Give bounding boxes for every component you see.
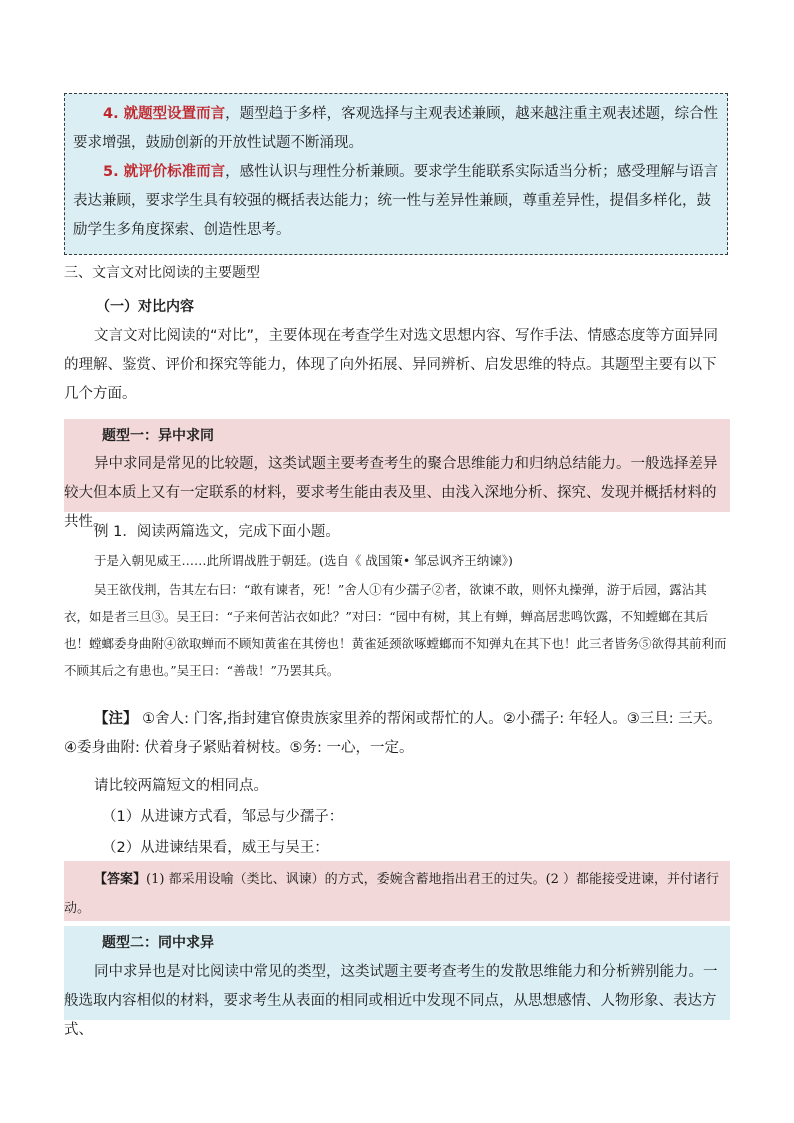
note-text: ①舍人: 门客,指封建官僚贵族家里养的帮闲或帮忙的人。②小孺子: 年轻人。③三旦: 三天。④委身曲附: 伏着身子紧贴着树枝。⑤务: 一心，一定。 [64,711,722,756]
section-heading: 三、文言文对比阅读的主要题型 [64,265,260,281]
section-sub-heading: （一）对比内容 [96,299,194,315]
question-1: （1）从进谏方式看，邹忌与少孺子： [102,809,344,825]
type2-text: 同中求异也是对比阅读中常见的类型，这类试题主要考查考生的发散思维能力和分析辨别能力。一般选取内容相似的材料，要求考生从表面的相同或相近中发现不同点，从思想感情、人物形象、表达方式、 [64,964,718,1038]
summary-box [64,93,728,255]
note-label: 【注】 [94,711,138,727]
question-2: （2）从进谏结果看，威王与吴王： [102,840,329,856]
summary-item-4-label: 4. 就题型设置而言 [103,106,226,122]
type1-text: 异中求同是常见的比较题，这类试题主要考查考生的聚合思维能力和归纳总结能力。一般选择差异较大但本质上又有一定联系的材料，要求考生能由表及里、由浅入深地分析、探究、发现并概括材料的共性。 [64,456,718,530]
section-intro: 文言文对比阅读的“对比”，主要体现在考查学生对选文思想内容、写作手法、情感态度等方面异同的理解、鉴赏、评价和探究等能力，体现了向外拓展、异同辨析、启发思维的特点。其题型主要有以下几个方面。 [64,328,719,402]
example-body: 吴王欲伐荆，告其左右曰：“敢有谏者，死！”舍人①有少孺子②者，欲谏不敢，则怀丸操弹，游于后园，露沾其衣，如是者三旦③。吴王曰：“子来何苦沾衣如此？”对曰：“园中有树，其上有蝉，蝉高居悲鸣饮露，不知螳螂在其后也！螳螂委身曲附④欲取蝉而不顾知黄雀在其傍也！黄雀延颈欲啄螳螂而不知弹丸在其下也！此三者皆务⑤欲得其前利而不顾其后之有患也。”吴王曰：“善哉！”乃罢其兵。 [64,582,727,678]
example-intro: 例 1．阅读两篇选文，完成下面小题。 [94,524,340,540]
summary-item-5-label: 5. 就评价标准而言 [103,164,226,180]
example-source: 于是入朝见威王……此所谓战胜于朝廷。(选自《 战国策• 邹忌讽齐王纳谏》) [94,553,513,568]
type2-title: 题型二：同中求异 [102,935,214,951]
type1-title: 题型一：异中求同 [102,428,214,444]
summary-item-4 [73,100,719,158]
answer-block [64,865,730,923]
answer-text: (1) 都采用设喻（类比、讽谏）的方式，委婉含蓄地指出君王的过失。(2 ）都能接受进谏，并付诸行动。 [64,872,720,916]
example-note [64,705,730,763]
summary-item-5 [73,158,719,245]
question-prompt: 请比较两篇短文的相同点。 [94,778,268,794]
summary-item-5-text: ，感性认识与理性分析兼顾。要求学生能联系实际适当分析；感受理解与语言表达兼顾，要求学生具有较强的概括表达能力；统一性与差异性兼顾，尊重差异性，提倡多样化，鼓励学生多角度探索、创造性思考。 [73,164,719,238]
summary-item-4-text: ，题型趋于多样，客观选择与主观表述兼顾，越来越注重主观表述题，综合性要求增强，鼓励创新的开放性试题不断涌现。 [73,106,719,151]
answer-label: 【答案】 [94,872,147,887]
